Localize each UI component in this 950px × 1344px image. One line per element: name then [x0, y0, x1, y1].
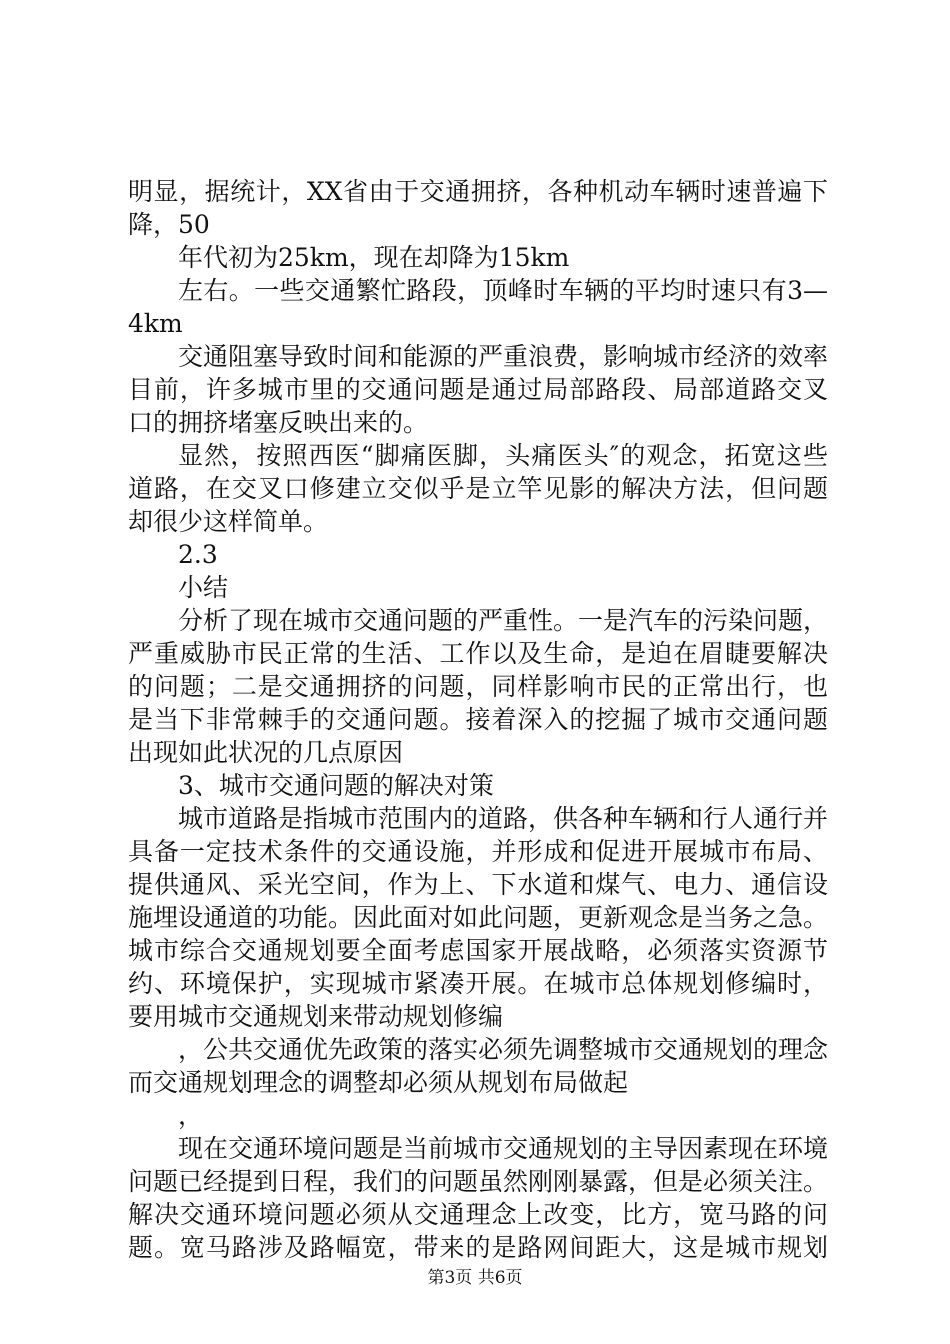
text-line: 施埋设通道的功能。因此面对如此问题，更新观念是当务之急。	[128, 903, 828, 932]
text-line: ，	[178, 1101, 204, 1130]
text-line: 出现如此状况的几点原因	[128, 738, 404, 767]
text-line: 城市道路是指城市范围内的道路，供各种车辆和行人通行并	[178, 804, 828, 833]
text-line: 解决交通环境问题必须从交通理念上改变，比方，宽马路的问	[128, 1200, 828, 1229]
text-line: 是当下非常棘手的交通问题。接着深入的挖掘了城市交通问题	[128, 705, 828, 734]
text-line: 分析了现在城市交通问题的严重性。一是汽车的污染问题，	[178, 606, 828, 635]
text-line: 而交通规划理念的调整却必须从规划布局做起	[128, 1068, 629, 1097]
text-line: 具备一定技术条件的交通设施，并形成和促进开展城市布局、	[128, 837, 828, 866]
text-line: 现在交通环境问题是当前城市交通规划的主导因素现在环境	[178, 1134, 828, 1163]
text-line: 提供通风、采光空间，作为上、下水道和煤气、电力、通信设	[128, 870, 828, 899]
text-line: 城市综合交通规划要全面考虑国家开展战略，必须落实资源节	[128, 936, 828, 965]
text-line: 口的拥挤堵塞反映出来的。	[128, 408, 429, 437]
section-heading: 3、城市交通问题的解决对策	[178, 771, 494, 800]
page-footer: 第3页 共6页	[427, 1268, 523, 1288]
text-line: 道路，在交叉口修建立交似乎是立竿见影的解决方法，但问题	[128, 474, 828, 503]
text-line: 交通阻塞导致时间和能源的严重浪费，影响城市经济的效率	[178, 342, 828, 371]
text-line: 却很少这样简单。	[128, 507, 329, 536]
text-line: 严重威胁市民正常的生活、工作以及生命，是迫在眉睫要解决	[128, 639, 828, 668]
text-line: 年代初为25km，现在却降为15km	[178, 243, 570, 272]
text-line: 4km	[128, 309, 183, 338]
text-line: 的问题；二是交通拥挤的问题，同样影响市民的正常出行，也	[128, 672, 828, 701]
text-line: 目前，许多城市里的交通问题是通过局部路段、局部道路交叉	[128, 375, 828, 404]
text-line: 降，50	[128, 210, 210, 239]
body-text	[128, 175, 828, 1264]
section-number: 2.3	[178, 540, 218, 569]
text-line: 左右。一些交通繁忙路段，顶峰时车辆的平均时速只有3—	[178, 276, 828, 305]
text-line: ，公共交通优先政策的落实必须先调整城市交通规划的理念	[178, 1035, 828, 1064]
section-heading: 小结	[178, 573, 229, 602]
text-line: 约、环境保护，实现城市紧凑开展。在城市总体规划修编时，	[128, 969, 828, 998]
text-line: 显然，按照西医“脚痛医脚，头痛医头″的观念，拓宽这些	[178, 441, 828, 470]
text-line: 明显，据统计，XX省由于交通拥挤，各种机动车辆时速普遍下	[128, 177, 828, 206]
text-line: 题。宽马路涉及路幅宽，带来的是路网间距大，这是城市规划	[128, 1233, 828, 1262]
text-line: 问题已经提到日程，我们的问题虽然刚刚暴露，但是必须关注。	[128, 1167, 828, 1196]
text-line: 要用城市交通规划来带动规划修编	[128, 1002, 504, 1031]
